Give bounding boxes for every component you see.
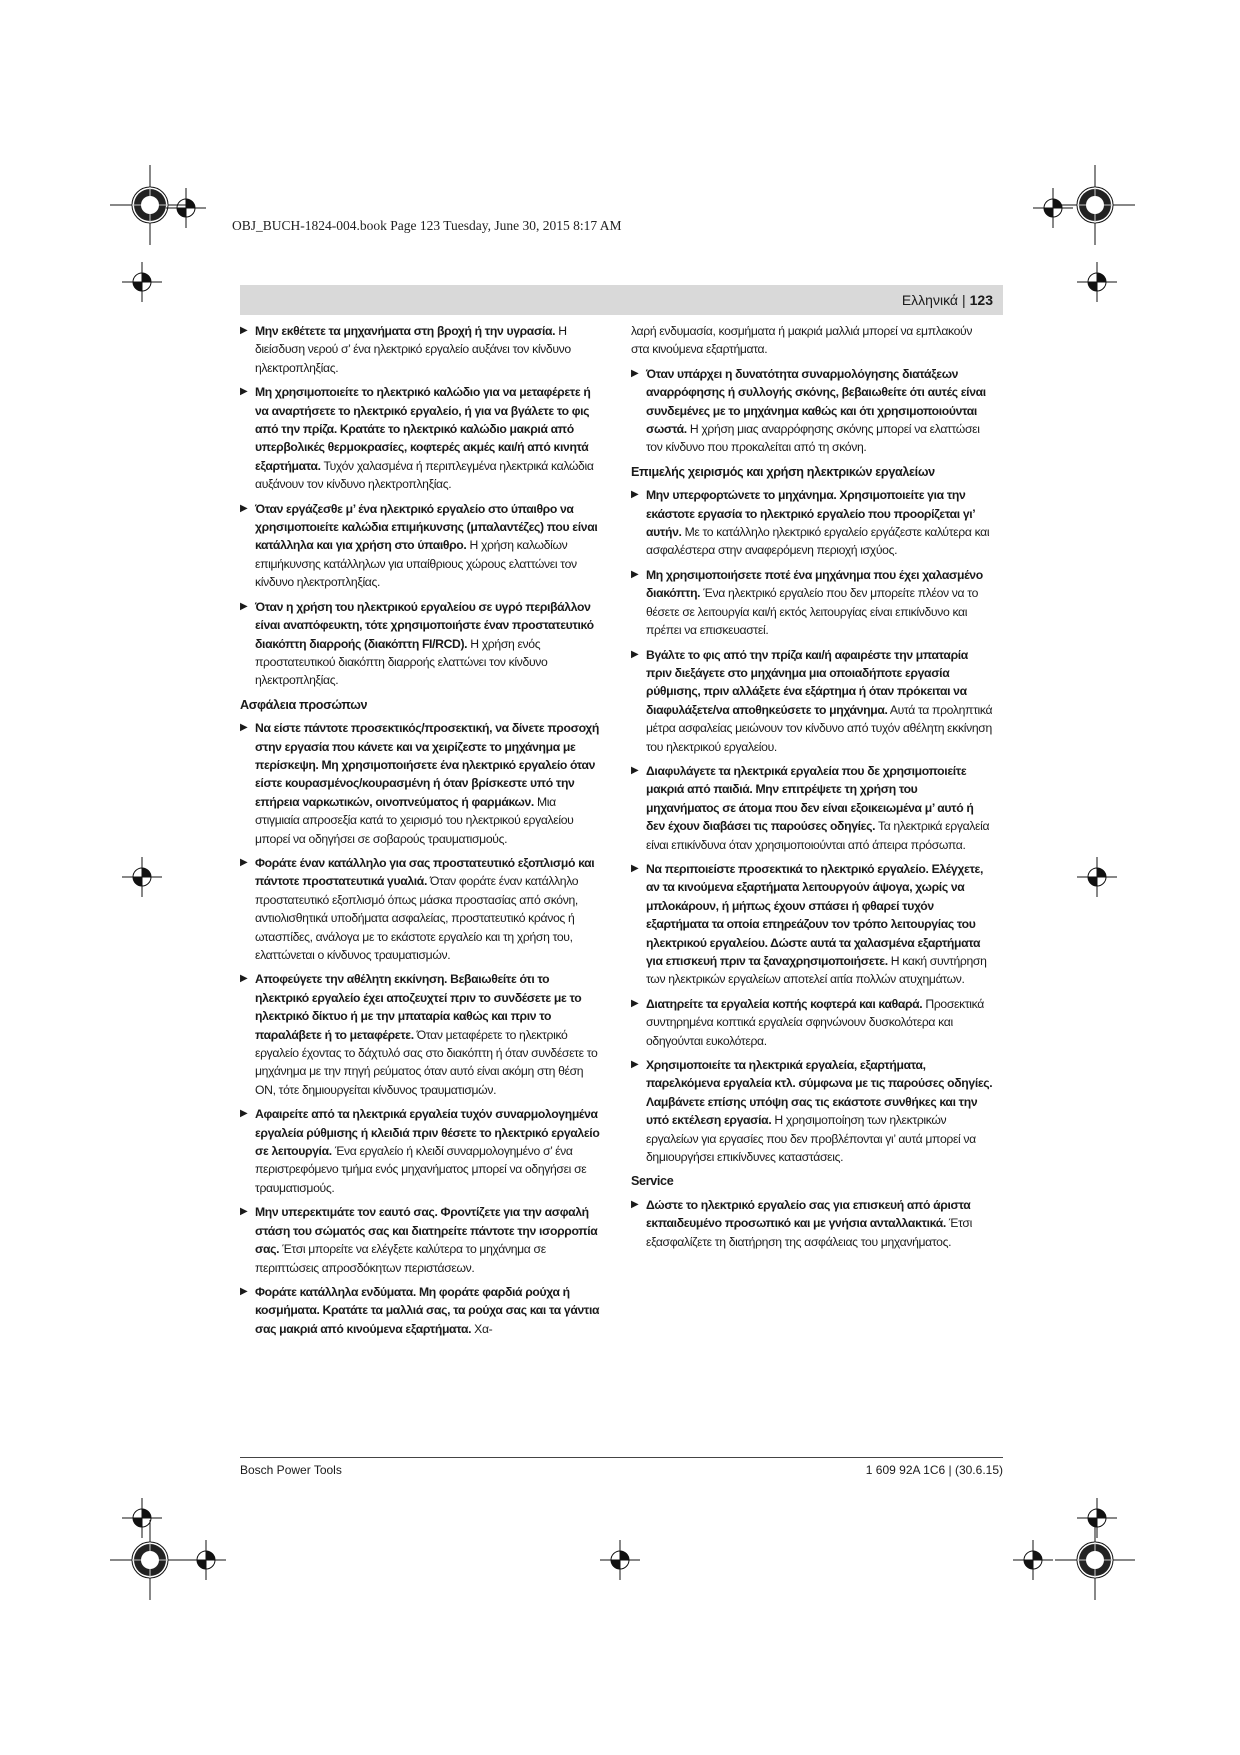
section-heading-personal-safety: Ασφάλεια προσώπων: [240, 697, 368, 712]
page-header-bar: [240, 285, 1003, 315]
bullet-triangle-icon: ▶: [631, 648, 639, 660]
bullet-body-text: Προσεκτικά συντηρημένα κοπτικά εργαλεία σφηνώνουν δυσκολότερα και οδηγούνται ευκολότερα.: [646, 996, 984, 1048]
bullet-bold-text: Φοράτε έναν κατάλληλο για σας προστατευτικό εξοπλισμό και πάντοτε προστατευτικά γυαλιά.: [255, 855, 595, 889]
bullet-triangle-icon: ▶: [240, 502, 248, 514]
bullet-bold-text: Όταν η χρήση του ηλεκτρικού εργαλείου σε υγρό περιβάλλον είναι αναπόφευκτη, τότε χρησιμοποιήστε έναν προστατευτικό διακόπτη διαρροής (διακόπτη FI/RCD).: [255, 599, 594, 651]
crosshair-middle-left: [122, 857, 162, 897]
bullet-body-text: Τυχόν χαλασμένα ή περιπλεγμένα ηλεκτρικά καλώδια αυξάνουν τον κίνδυνο ηλεκτροπληξίας.: [255, 458, 594, 492]
bullet-bold-text: Αποφεύγετε την αθέλητη εκκίνηση. Βεβαιωθείτε ότι το ηλεκτρικό εργαλείο έχει αποζευχτεί πριν το συνδέσετε με το ηλεκτρικό δίκτυο ή με την μπαταρία καθώς και πριν το παραλάβετε ή το μεταφέρετε.: [255, 972, 582, 1042]
file-info-line: OBJ_BUCH-1824-004.book Page 123 Tuesday, June 30, 2015 8:17 AM: [232, 218, 622, 233]
bullet-body-text: Όταν φοράτε έναν κατάλληλο προστατευτικό εξοπλισμό όπως μάσκα προστασίας από σκόνη, αντιολισθητικά υποδήματα ασφαλείας, προστατευτικό κράνος ή ωτασπίδες, ανάλογα με το εκάστοτε εργαλείο και τη χρήση του, ελαττώνεται ο κίνδυνος τραυματισμών.: [255, 874, 579, 962]
bullet-body-text: Χα-: [471, 1321, 493, 1336]
footer-brand: Bosch Power Tools: [240, 1463, 342, 1477]
bullet-item: [631, 995, 993, 1050]
bullet-triangle-icon: ▶: [240, 1108, 248, 1120]
bullet-body-text: Έτσι εξασφαλίζετε τη διατήρηση της ασφάλειας του μηχανήματος.: [646, 1216, 972, 1249]
bullet-body-text: Η χρήση καλωδίων επιμήκυνσης κατάλληλων για υπαίθριους χώρους ελαττώνει τον κίνδυνο ηλεκτροπληξίας.: [255, 538, 577, 590]
header-language: Ελληνικά: [901, 292, 958, 308]
registration-mark-bottom-left: [110, 1520, 190, 1600]
continuation-text: λαρή ενδυμασία, κοσμήματα ή μακριά μαλλιά μπορεί να εμπλακούν στα κινούμενα εξαρτήματα.: [631, 324, 973, 357]
bullet-triangle-icon: ▶: [631, 568, 639, 580]
crosshair-middle-right: [1077, 857, 1117, 897]
section-heading-tool-care: Επιμελής χειρισμός και χρήση ηλεκτρικών εργαλείων: [631, 464, 935, 479]
bullet-triangle-icon: ▶: [240, 856, 248, 868]
right-column: [631, 322, 993, 1257]
bullet-bold-text: Βγάλτε το φις από την πρίζα και/ή αφαιρέστε την μπαταρία πριν διεξάγετε στο μηχάνημα μια οποιαδήποτε εργασία ρύθμισης, πριν αλλάξετε ένα εξάρτημα ή όταν πρόκειται να διαφυλάξετε/να αποθηκεύσετε το μηχάνημα.: [646, 647, 968, 717]
bullet-body-text: Ένα εργαλείο ή κλειδί συναρμολογημένο σ’ ένα περιστρεφόμενο τμήμα ενός μηχανήματος μπορεί να οδηγήσει σε τραυματισμούς.: [255, 1144, 587, 1195]
crosshair-top-left: [122, 262, 162, 302]
bullet-triangle-icon: ▶: [631, 862, 639, 874]
bullet-triangle-icon: ▶: [631, 1198, 639, 1210]
left-items-personal: [240, 719, 602, 1338]
bullet-item: [631, 1056, 993, 1166]
registration-mark-top-center-right: [1033, 188, 1073, 228]
bullet-item: [631, 762, 993, 854]
bullet-body-text: Η διείσδυση νερού σ’ ένα ηλεκτρικό εργαλείο αυξάνει τον κίνδυνο ηλεκτροπληξίας.: [255, 324, 571, 375]
bullet-item: [240, 719, 602, 848]
bullet-item: [631, 365, 993, 457]
right-items-care: [631, 486, 993, 1166]
bullet-item: [240, 500, 602, 592]
bullet-body-text: Η χρησιμοποίηση των ηλεκτρικών εργαλείων για εργασίες που δεν προβλέπονται γι’ αυτά μπορεί να δημιουργήσει επικίνδυνες καταστάσεις.: [646, 1113, 976, 1165]
crosshair-bottom-center-left: [186, 1540, 226, 1580]
bullet-bold-text: Διατηρείτε τα εργαλεία κοπής κοφτερά και καθαρά.: [646, 996, 923, 1011]
bullet-triangle-icon: ▶: [631, 997, 639, 1009]
crosshair-bottom-center: [600, 1540, 640, 1580]
bullet-body-text: Όταν μεταφέρετε το ηλεκτρικό εργαλείο έχοντας το δάχτυλό σας στο διακόπτη ή όταν συνδέσετε το μηχάνημα με την πηγή ρεύματος όταν αυτό είναι ακόμη στη θέση ON, τότε δημιουργείται κίνδυνος τραυματισμών.: [255, 1027, 598, 1097]
page-number: 123: [969, 292, 993, 308]
bullet-body-text: Με το κατάλληλο ηλεκτρικό εργαλείο εργάζεστε καλύτερα και ασφαλέστερα στην αναφερόμενη περιοχή ισχύος.: [646, 525, 990, 558]
bullet-triangle-icon: ▶: [631, 367, 639, 379]
bullet-triangle-icon: ▶: [240, 973, 248, 985]
bullet-bold-text: Μην εκθέτετε τα μηχανήματα στη βροχή ή την υγρασία.: [255, 324, 556, 338]
header-separator: |: [962, 292, 966, 308]
crosshair-top-right: [1077, 262, 1117, 302]
registration-mark-top-center-left: [166, 188, 206, 228]
bullet-triangle-icon: ▶: [240, 1285, 248, 1297]
bullet-item: [631, 646, 993, 756]
bullet-triangle-icon: ▶: [631, 489, 639, 501]
bullet-triangle-icon: ▶: [631, 1059, 639, 1071]
bullet-bold-text: Αφαιρείτε από τα ηλεκτρικά εργαλεία τυχόν συναρμολογημένα εργαλεία ρύθμισης ή κλειδιά πριν θέσετε το ηλεκτρικό εργαλείο σε λειτουργία.: [255, 1107, 600, 1159]
bullet-bold-text: Φοράτε κατάλληλα ενδύματα. Μη φοράτε φαρδιά ρούχα ή κοσμήματα. Κρατάτε τα μαλλιά σας, τα ρούχα σας και τα γάντια σας μακριά από κινούμενα εξαρτήματα.: [255, 1284, 600, 1336]
bullet-triangle-icon: ▶: [631, 764, 639, 776]
bullet-item: [240, 598, 602, 690]
bullet-item: [240, 1203, 602, 1277]
crosshair-bottom-center-right: [1013, 1540, 1053, 1580]
bullet-item: [240, 322, 602, 377]
bullet-body-text: Ένα ηλεκτρικό εργαλείο που δεν μπορείτε πλέον να το θέσετε σε λειτουργία και/ή εκτός λειτουργίας είναι επικίνδυνο και πρέπει να επισκευαστεί.: [646, 586, 978, 638]
bullet-bold-text: Μην υπερφορτώνετε το μηχάνημα. Χρησιμοποιείτε για την εκάστοτε εργασία το ηλεκτρικό εργαλείο που προορίζεται γι’ αυτήν.: [646, 488, 975, 540]
bullet-bold-text: Όταν υπάρχει η δυνατότητα συναρμολόγησης διατάξεων αναρρόφησης ή συλλογής σκόνης, βεβαιωθείτε ότι αυτές είναι συνδεμένες με το μηχάνημα καθώς και ότι χρησιμοποιούνται σωστά.: [646, 366, 986, 437]
bullet-item: [631, 1196, 993, 1251]
right-items-dust: [631, 365, 993, 457]
bullet-bold-text: Να περιποιείστε προσεκτικά το ηλεκτρικό εργαλείο. Ελέγχετε, αν τα κινούμενα εξαρτήματα λειτουργούν άψογα, χωρίς να μπλοκάρουν, ή μήπως έχουν σπάσει ή φθαρεί τυχόν εξαρτήματα τα οποία επηρεάζουν τον τρόπο λειτουργίας του ηλεκτρικού εργαλείου. Δώστε αυτά τα χαλασμένα εξαρτήματα για επισκευή πριν τα ξαναχρησιμοποιήσετε.: [646, 861, 984, 968]
bullet-body-text: Η χρήση μιας αναρρόφησης σκόνης μπορεί να ελαττώσει τον κίνδυνο που προκαλείται από τη σκόνη.: [646, 422, 980, 455]
bullet-body-text: Έτσι μπορείτε να ελέγξετε καλύτερα το μηχάνημα σε περιπτώσεις απροσδόκητων περιστάσεων.: [255, 1242, 546, 1275]
bullet-triangle-icon: ▶: [240, 325, 248, 336]
bullet-body-text: Η χρήση ενός προστατευτικού διακόπτη διαρροής ελαττώνει τον κίνδυνο ηλεκτροπληξίας.: [255, 636, 548, 688]
bullet-item: [240, 1283, 602, 1338]
section-heading-service: Service: [631, 1174, 674, 1189]
bullet-body-text: Αυτά τα προληπτικά μέτρα ασφαλείας μειώνουν τον κίνδυνο από τυχόν αθέλητη εκκίνηση του ηλεκτρικού εργαλείου.: [646, 702, 993, 754]
bullet-triangle-icon: ▶: [240, 1206, 248, 1218]
bullet-bold-text: Μην υπερεκτιμάτε τον εαυτό σας. Φροντίζετε για την ασφαλή στάση του σώματός σας και διατηρείτε πάντοτε την ισορροπία σας.: [255, 1205, 598, 1257]
left-items-electrical: [240, 322, 602, 690]
right-items-service: [631, 1196, 993, 1251]
bullet-body-text: Τα ηλεκτρικά εργαλεία είναι επικίνδυνα όταν χρησιμοποιούνται από άπειρα πρόσωπα.: [646, 819, 990, 852]
bullet-body-text: Μια στιγμιαία απροσεξία κατά το χειρισμό του ηλεκτρικού εργαλείου μπορεί να οδηγήσει σε σοβαρούς τραυματισμούς.: [255, 794, 574, 846]
bullet-item: [240, 1105, 602, 1197]
bullet-item: [240, 970, 602, 1099]
bullet-triangle-icon: ▶: [240, 600, 248, 612]
footer-rule: [240, 1457, 1003, 1458]
bullet-body-text: Η κακή συντήρηση των ηλεκτρικών εργαλείων αποτελεί αιτία πολλών ατυχημάτων.: [646, 954, 987, 987]
bullet-bold-text: Δώστε το ηλεκτρικό εργαλείο σας για επισκευή από άριστα εκπαιδευμένο προσωπικό και με γνήσια ανταλλακτικά.: [646, 1197, 971, 1231]
bullet-item: [631, 486, 993, 560]
bullet-bold-text: Χρησιμοποιείτε τα ηλεκτρικά εργαλεία, εξαρτήματα, παρελκόμενα εργαλεία κτλ. σύμφωνα με τις παρούσες οδηγίες. Λαμβάνετε επίσης υπόψη σας τις εκάστοτε συνθήκες και την υπό εκτέλεση εργασία.: [646, 1058, 993, 1128]
bullet-bold-text: Μη χρησιμοποιείτε το ηλεκτρικό καλώδιο για να μεταφέρετε ή να αναρτήσετε το ηλεκτρικό εργαλείο, ή για να βγάλετε το φις από την πρίζα. Κρατάτε το ηλεκτρικό καλώδιο μακριά από υπερβολικές θερμοκρασίες, κοφτερές ακμές και/ή από κινητά εξαρτήματα.: [255, 385, 591, 473]
bullet-triangle-icon: ▶: [240, 386, 248, 398]
bullet-bold-text: Διαφυλάγετε τα ηλεκτρικά εργαλεία που δε χρησιμοποιείτε μακριά από παιδιά. Μην επιτρέψετε τη χρήση του μηχανήματος σε άτομα που δεν είναι εξοικειωμένα μ’ αυτό ή δεν έχουν διαβάσει τις παρούσες οδηγίες.: [646, 763, 974, 834]
bullet-bold-text: Να είστε πάντοτε προσεκτικός/προσεκτική, να δίνετε προσοχή στην εργασία που κάνετε και να χειρίζεστε το μηχάνημα με περίσκεψη. Μη χρησιμοποιήσετε ένα ηλεκτρικό εργαλείο όταν είστε κουρασμένος/κουρασμένη ή όταν βρίσκεστε υπό την επήρεια ναρκωτικών, οινοπνεύματος ή φαρμάκων.: [255, 721, 599, 809]
bullet-triangle-icon: ▶: [240, 722, 248, 734]
left-column: [240, 322, 602, 1344]
bullet-item: [631, 566, 993, 640]
footer-code: 1 609 92A 1C6 | (30.6.15): [865, 1463, 1003, 1477]
registration-mark-bottom-right: [1055, 1520, 1135, 1600]
bullet-item: [631, 860, 993, 989]
bullet-item: [240, 854, 602, 964]
bullet-bold-text: Μη χρησιμοποιήσετε ποτέ ένα μηχάνημα που έχει χαλασμένο διακόπτη.: [646, 567, 983, 601]
bullet-item: [240, 383, 602, 493]
bullet-bold-text: Όταν εργάζεσθε μ’ ένα ηλεκτρικό εργαλείο στο ύπαιθρο να χρησιμοποιείτε καλώδια επιμήκυνσης (μπαλαντέζες) που είναι κατάλληλα και για χρήση στο ύπαιθρο.: [255, 501, 598, 553]
page-header: [902, 290, 993, 310]
